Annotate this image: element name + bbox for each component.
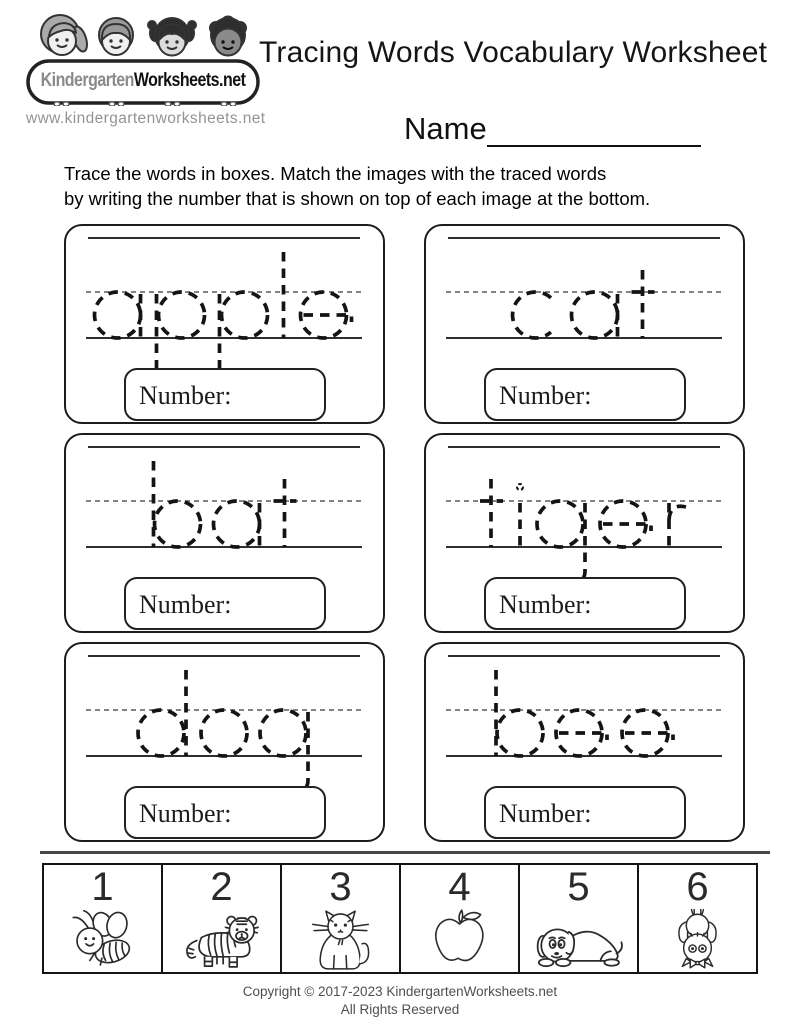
image-cell-apple xyxy=(401,865,520,972)
number-answer-box[interactable] xyxy=(124,577,326,630)
image-cell-cat xyxy=(282,865,401,972)
image-cell-bat xyxy=(639,865,756,972)
trace-box-dog xyxy=(64,642,385,842)
number-label: Number: xyxy=(499,799,592,828)
apple-image xyxy=(401,907,518,972)
number-answer-box[interactable] xyxy=(124,786,326,839)
number-answer-box[interactable] xyxy=(484,786,686,839)
trace-box-tiger xyxy=(424,433,745,633)
number-label: Number: xyxy=(499,590,592,619)
image-strip xyxy=(42,863,758,974)
instructions xyxy=(64,162,650,211)
number-label: Number: xyxy=(139,799,232,828)
trace-box-cat xyxy=(424,224,745,424)
image-number: 2 xyxy=(210,865,233,909)
page-title: Tracing Words Vocabulary Worksheet xyxy=(259,36,768,69)
name-blank-line[interactable] xyxy=(487,110,701,147)
image-number: 5 xyxy=(567,865,590,909)
image-number: 6 xyxy=(686,865,709,909)
number-answer-box[interactable] xyxy=(484,577,686,630)
copyright-footer xyxy=(0,983,800,1018)
bat-image xyxy=(639,907,756,972)
instructions-line2: by writing the number that is shown on top of each image at the bottom. xyxy=(64,187,651,209)
instructions-line1: Trace the words in boxes. Match the images with the traced words xyxy=(64,163,607,184)
image-cell-dog xyxy=(520,865,639,972)
image-number: 1 xyxy=(91,865,114,909)
name-label: Name xyxy=(404,111,487,146)
trace-grid xyxy=(64,224,745,842)
tiger-image xyxy=(163,907,280,972)
separator-line xyxy=(40,851,770,854)
number-label: Number: xyxy=(139,381,232,410)
copyright-line2: All Rights Reserved xyxy=(340,1001,460,1017)
trace-box-bat xyxy=(64,433,385,633)
name-field xyxy=(404,110,701,147)
trace-box-apple xyxy=(64,224,385,424)
logo-brand-gray: Kindergarten xyxy=(40,70,134,91)
trace-box-bee xyxy=(424,642,745,842)
website-link[interactable]: www.kindergartenworksheets.net xyxy=(26,110,266,127)
image-cell-tiger xyxy=(163,865,282,972)
image-number: 4 xyxy=(448,865,471,909)
copyright-line1: Copyright © 2017-2023 KindergartenWorksheets.net xyxy=(242,984,558,999)
number-label: Number: xyxy=(139,590,232,619)
number-answer-box[interactable] xyxy=(124,368,326,421)
number-label: Number: xyxy=(499,381,592,410)
image-cell-bee xyxy=(44,865,163,972)
image-number: 3 xyxy=(329,865,352,909)
bee-image xyxy=(44,907,161,972)
dog-image xyxy=(520,907,637,972)
cat-image xyxy=(282,907,399,972)
logo-brand-black: Worksheets.net xyxy=(133,70,246,91)
number-answer-box[interactable] xyxy=(484,368,686,421)
logo-banner-text xyxy=(40,64,246,98)
